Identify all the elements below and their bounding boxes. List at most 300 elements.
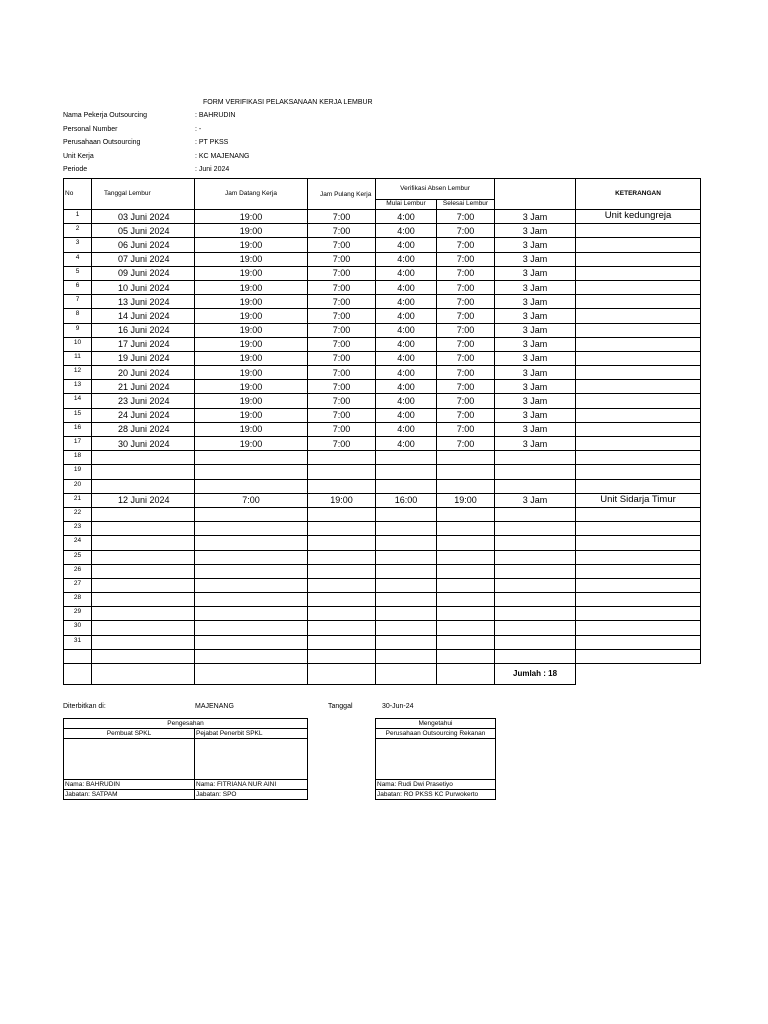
row-keterangan [576,465,701,479]
table-row [64,465,701,479]
row-jam-pulang [308,564,376,578]
row-jam-datang [195,564,308,578]
row-no: 14 [64,394,92,408]
table-row [64,422,701,436]
row-selesai: 7:00 [437,295,495,309]
row-jam-pulang: 7:00 [308,210,376,224]
row-no: 2 [64,224,92,238]
row-jam-pulang: 7:00 [308,266,376,280]
row-no: 9 [64,323,92,337]
row-mulai [376,564,437,578]
empty-cell [576,649,701,663]
row-jam-pulang: 19:00 [308,493,376,507]
row-mulai: 4:00 [376,309,437,323]
row-mulai [376,507,437,521]
info-label: Nama Pekerja Outsourcing [63,112,148,119]
row-jam-pulang: 7:00 [308,280,376,294]
tanggal-label: Tanggal [328,703,353,710]
row-selesai [437,593,495,607]
pengesahan-table [63,718,308,800]
row-selesai [437,550,495,564]
row-selesai: 7:00 [437,380,495,394]
row-jam-datang: 19:00 [195,266,308,280]
row-jam-datang [195,621,308,635]
row-jam-pulang [308,465,376,479]
row-no: 31 [64,635,92,649]
row-jam-datang [195,451,308,465]
empty-cell [308,649,376,663]
row-mulai: 4:00 [376,280,437,294]
pembuat-role: Pembuat SPKL [64,729,195,739]
row-keterangan [576,380,701,394]
row-durasi [495,479,576,493]
row-jam-datang [195,507,308,521]
row-mulai [376,550,437,564]
row-jam-datang [195,578,308,592]
row-jam-pulang [308,607,376,621]
mengetahui-title: Mengetahui [376,719,496,729]
form-title: FORM VERIFIKASI PELAKSANAAN KERJA LEMBUR [203,99,373,106]
empty-cell [92,649,195,663]
row-mulai: 4:00 [376,380,437,394]
row-jam-datang: 19:00 [195,309,308,323]
row-keterangan [576,351,701,365]
row-jam-pulang: 7:00 [308,323,376,337]
row-tanggal [92,479,195,493]
row-mulai: 4:00 [376,252,437,266]
row-jam-datang [195,479,308,493]
table-row [64,295,701,309]
row-jam-pulang [308,507,376,521]
row-jam-datang [195,593,308,607]
row-keterangan [576,295,701,309]
row-tanggal: 30 Juni 2024 [92,437,195,451]
header-mulai: Mulai Lembur [376,199,437,209]
row-durasi: 3 Jam [495,437,576,451]
penerbit-nama: Nama: FITRIANA NUR AINI [195,780,308,790]
row-tanggal: 10 Juni 2024 [92,280,195,294]
empty-cell [64,649,92,663]
row-keterangan [576,635,701,649]
jumlah-total: Jumlah : 18 [495,664,576,685]
row-jam-pulang: 7:00 [308,422,376,436]
row-jam-pulang: 7:00 [308,408,376,422]
row-no: 17 [64,437,92,451]
overtime-table [63,178,701,685]
row-mulai [376,607,437,621]
row-selesai [437,536,495,550]
row-jam-datang: 19:00 [195,437,308,451]
tanggal-value: 30-Jun-24 [382,703,414,710]
row-keterangan [576,451,701,465]
pembuat-nama: Nama: BAHRUDIN [64,780,195,790]
row-keterangan [576,550,701,564]
header-durasi [495,179,576,200]
row-no: 26 [64,564,92,578]
row-durasi [495,578,576,592]
table-row [64,408,701,422]
diterbitkan-label: Diterbitkan di: [63,703,106,710]
row-mulai: 4:00 [376,394,437,408]
row-selesai [437,578,495,592]
header-jam-datang: Jam Datang Kerja [195,179,308,210]
diterbitkan-value: MAJENANG [195,703,234,710]
row-tanggal [92,550,195,564]
row-tanggal: 24 Juni 2024 [92,408,195,422]
row-mulai [376,522,437,536]
row-durasi: 3 Jam [495,224,576,238]
row-tanggal [92,522,195,536]
table-row [64,578,701,592]
header-keterangan: KETERANGAN [576,179,701,210]
row-jam-datang [195,522,308,536]
table-row [64,323,701,337]
header-verifikasi: Verifikasi Absen Lembur [376,179,495,200]
row-no: 13 [64,380,92,394]
row-durasi: 3 Jam [495,351,576,365]
table-row [64,309,701,323]
row-tanggal: 12 Juni 2024 [92,493,195,507]
info-label: Periode [63,166,88,173]
row-keterangan [576,266,701,280]
row-tanggal: 06 Juni 2024 [92,238,195,252]
row-mulai: 4:00 [376,422,437,436]
empty-cell [195,664,308,685]
row-durasi [495,522,576,536]
row-jam-pulang [308,451,376,465]
table-row [64,351,701,365]
empty-cell [308,664,376,685]
row-jam-datang [195,635,308,649]
row-jam-pulang: 7:00 [308,380,376,394]
info-value: : - [195,125,202,133]
row-durasi [495,593,576,607]
row-jam-datang [195,607,308,621]
row-tanggal: 09 Juni 2024 [92,266,195,280]
row-tanggal [92,507,195,521]
row-tanggal: 16 Juni 2024 [92,323,195,337]
info-value: : BAHRUDIN [195,112,236,119]
row-no: 30 [64,621,92,635]
row-selesai [437,479,495,493]
row-tanggal [92,465,195,479]
row-durasi [495,536,576,550]
row-selesai [437,465,495,479]
row-keterangan [576,479,701,493]
row-jam-pulang [308,550,376,564]
row-jam-datang [195,536,308,550]
row-tanggal [92,451,195,465]
row-no: 12 [64,366,92,380]
row-tanggal: 17 Juni 2024 [92,337,195,351]
row-no: 5 [64,266,92,280]
row-no: 29 [64,607,92,621]
row-mulai: 4:00 [376,437,437,451]
table-row [64,366,701,380]
row-keterangan [576,437,701,451]
row-mulai [376,465,437,479]
table-row [64,337,701,351]
row-mulai: 4:00 [376,323,437,337]
info-label: Unit Kerja [63,152,94,160]
row-mulai [376,479,437,493]
row-jam-pulang: 7:00 [308,238,376,252]
row-tanggal: 14 Juni 2024 [92,309,195,323]
table-header-row [64,179,701,200]
row-jam-pulang: 7:00 [308,366,376,380]
row-tanggal [92,621,195,635]
row-jam-datang: 19:00 [195,408,308,422]
row-jam-pulang: 7:00 [308,394,376,408]
empty-cell [376,664,437,685]
table-row-empty [64,649,701,663]
row-jam-pulang [308,593,376,607]
row-jam-datang: 7:00 [195,493,308,507]
row-jam-datang: 19:00 [195,210,308,224]
empty-cell [437,649,495,663]
row-jam-datang: 19:00 [195,394,308,408]
row-durasi: 3 Jam [495,238,576,252]
row-selesai: 7:00 [437,366,495,380]
info-value: : PT PKSS [195,139,229,146]
row-jam-pulang [308,536,376,550]
row-no: 11 [64,351,92,365]
row-durasi [495,451,576,465]
info-value: : Juni 2024 [195,166,230,173]
table-row [64,394,701,408]
row-tanggal: 03 Juni 2024 [92,210,195,224]
row-no: 3 [64,238,92,252]
row-jam-datang: 19:00 [195,280,308,294]
row-durasi [495,607,576,621]
row-no: 24 [64,536,92,550]
row-durasi: 3 Jam [495,210,576,224]
pembuat-jabatan: Jabatan: SATPAM [64,790,195,800]
row-tanggal [92,578,195,592]
row-selesai: 7:00 [437,210,495,224]
rekanan-role: Perusahaan Outsourcing Rekanan [376,729,496,739]
row-jam-datang: 19:00 [195,224,308,238]
row-jam-pulang: 7:00 [308,351,376,365]
penerbit-role: Pejabat Penerbit SPKL [195,729,308,739]
row-jam-datang: 19:00 [195,295,308,309]
row-durasi [495,635,576,649]
table-row [64,607,701,621]
row-jam-pulang: 7:00 [308,295,376,309]
row-keterangan [576,309,701,323]
row-keterangan [576,621,701,635]
row-mulai: 4:00 [376,408,437,422]
row-durasi: 3 Jam [495,252,576,266]
table-row-jumlah [64,664,701,685]
row-no: 27 [64,578,92,592]
row-selesai [437,451,495,465]
row-jam-datang: 19:00 [195,380,308,394]
row-selesai: 7:00 [437,266,495,280]
table-row [64,564,701,578]
row-keterangan [576,536,701,550]
table-row [64,522,701,536]
table-row [64,493,701,507]
mengetahui-table [375,718,496,800]
table-row [64,593,701,607]
empty-cell [64,664,92,685]
row-mulai: 4:00 [376,224,437,238]
rekanan-jabatan: Jabatan: RO PKSS KC Purwokerto [376,790,496,800]
table-row [64,238,701,252]
row-selesai [437,564,495,578]
row-selesai: 7:00 [437,337,495,351]
row-mulai: 4:00 [376,295,437,309]
row-no: 6 [64,280,92,294]
row-mulai: 4:00 [376,210,437,224]
row-keterangan [576,507,701,521]
row-tanggal: 28 Juni 2024 [92,422,195,436]
row-mulai [376,593,437,607]
row-durasi: 3 Jam [495,323,576,337]
pembuat-sign-area [64,739,195,780]
row-tanggal [92,564,195,578]
row-no: 22 [64,507,92,521]
table-row [64,507,701,521]
row-selesai: 7:00 [437,408,495,422]
row-keterangan [576,522,701,536]
row-mulai: 16:00 [376,493,437,507]
row-durasi: 3 Jam [495,295,576,309]
row-durasi: 3 Jam [495,337,576,351]
row-jam-pulang: 7:00 [308,309,376,323]
table-row [64,280,701,294]
row-selesai [437,522,495,536]
row-durasi [495,465,576,479]
row-no: 4 [64,252,92,266]
rekanan-sign-area [376,739,496,780]
header-tanggal: Tanggal Lembur [92,179,195,210]
table-row [64,536,701,550]
row-mulai [376,578,437,592]
row-mulai: 4:00 [376,266,437,280]
row-keterangan [576,252,701,266]
row-keterangan [576,593,701,607]
penerbit-jabatan: Jabatan: SPO [195,790,308,800]
row-jam-datang: 19:00 [195,323,308,337]
row-durasi: 3 Jam [495,309,576,323]
table-row [64,621,701,635]
row-keterangan [576,564,701,578]
row-tanggal: 13 Juni 2024 [92,295,195,309]
row-jam-datang: 19:00 [195,337,308,351]
header-selesai: Selesai Lembur [437,199,495,209]
row-no: 15 [64,408,92,422]
row-no: 25 [64,550,92,564]
row-selesai [437,635,495,649]
row-jam-datang: 19:00 [195,238,308,252]
row-mulai: 4:00 [376,238,437,252]
row-mulai: 4:00 [376,351,437,365]
row-tanggal: 07 Juni 2024 [92,252,195,266]
row-durasi [495,621,576,635]
row-mulai [376,635,437,649]
row-jam-datang: 19:00 [195,351,308,365]
empty-cell [195,649,308,663]
row-durasi: 3 Jam [495,422,576,436]
row-durasi: 3 Jam [495,394,576,408]
table-row [64,380,701,394]
row-mulai [376,536,437,550]
row-no: 7 [64,295,92,309]
row-tanggal: 21 Juni 2024 [92,380,195,394]
row-tanggal [92,607,195,621]
row-jam-datang: 19:00 [195,422,308,436]
row-keterangan [576,238,701,252]
table-row [64,479,701,493]
row-jam-datang [195,550,308,564]
row-no: 20 [64,479,92,493]
penerbit-sign-area [195,739,308,780]
row-no: 23 [64,522,92,536]
empty-cell [576,664,701,685]
row-keterangan [576,578,701,592]
row-tanggal: 23 Juni 2024 [92,394,195,408]
row-no: 19 [64,465,92,479]
row-durasi: 3 Jam [495,380,576,394]
pengesahan-title: Pengesahan [64,719,308,729]
row-no: 28 [64,593,92,607]
row-tanggal: 05 Juni 2024 [92,224,195,238]
row-keterangan [576,224,701,238]
row-mulai [376,621,437,635]
table-row [64,252,701,266]
row-jam-pulang: 7:00 [308,252,376,266]
row-keterangan [576,422,701,436]
row-selesai: 7:00 [437,252,495,266]
table-row [64,266,701,280]
header-no: No [64,179,92,210]
row-mulai [376,451,437,465]
row-keterangan: Unit Sidarja Timur [576,493,701,507]
row-jam-datang: 19:00 [195,252,308,266]
table-row [64,451,701,465]
row-selesai: 7:00 [437,280,495,294]
row-selesai [437,507,495,521]
row-durasi: 3 Jam [495,266,576,280]
row-no: 8 [64,309,92,323]
row-selesai: 7:00 [437,351,495,365]
header-durasi-sub [495,199,576,209]
row-tanggal: 20 Juni 2024 [92,366,195,380]
row-keterangan: Unit kedungreja [576,210,701,224]
row-keterangan [576,394,701,408]
row-tanggal: 19 Juni 2024 [92,351,195,365]
row-durasi: 3 Jam [495,408,576,422]
row-jam-pulang [308,578,376,592]
row-durasi: 3 Jam [495,366,576,380]
table-row [64,437,701,451]
empty-cell [437,664,495,685]
row-selesai: 7:00 [437,309,495,323]
row-selesai: 7:00 [437,323,495,337]
row-jam-pulang: 7:00 [308,337,376,351]
row-selesai: 7:00 [437,224,495,238]
row-mulai: 4:00 [376,337,437,351]
row-jam-pulang [308,479,376,493]
info-label: Perusahaan Outsourcing [63,139,141,146]
row-keterangan [576,323,701,337]
row-selesai: 7:00 [437,422,495,436]
row-keterangan [576,408,701,422]
row-jam-pulang [308,621,376,635]
row-tanggal [92,536,195,550]
